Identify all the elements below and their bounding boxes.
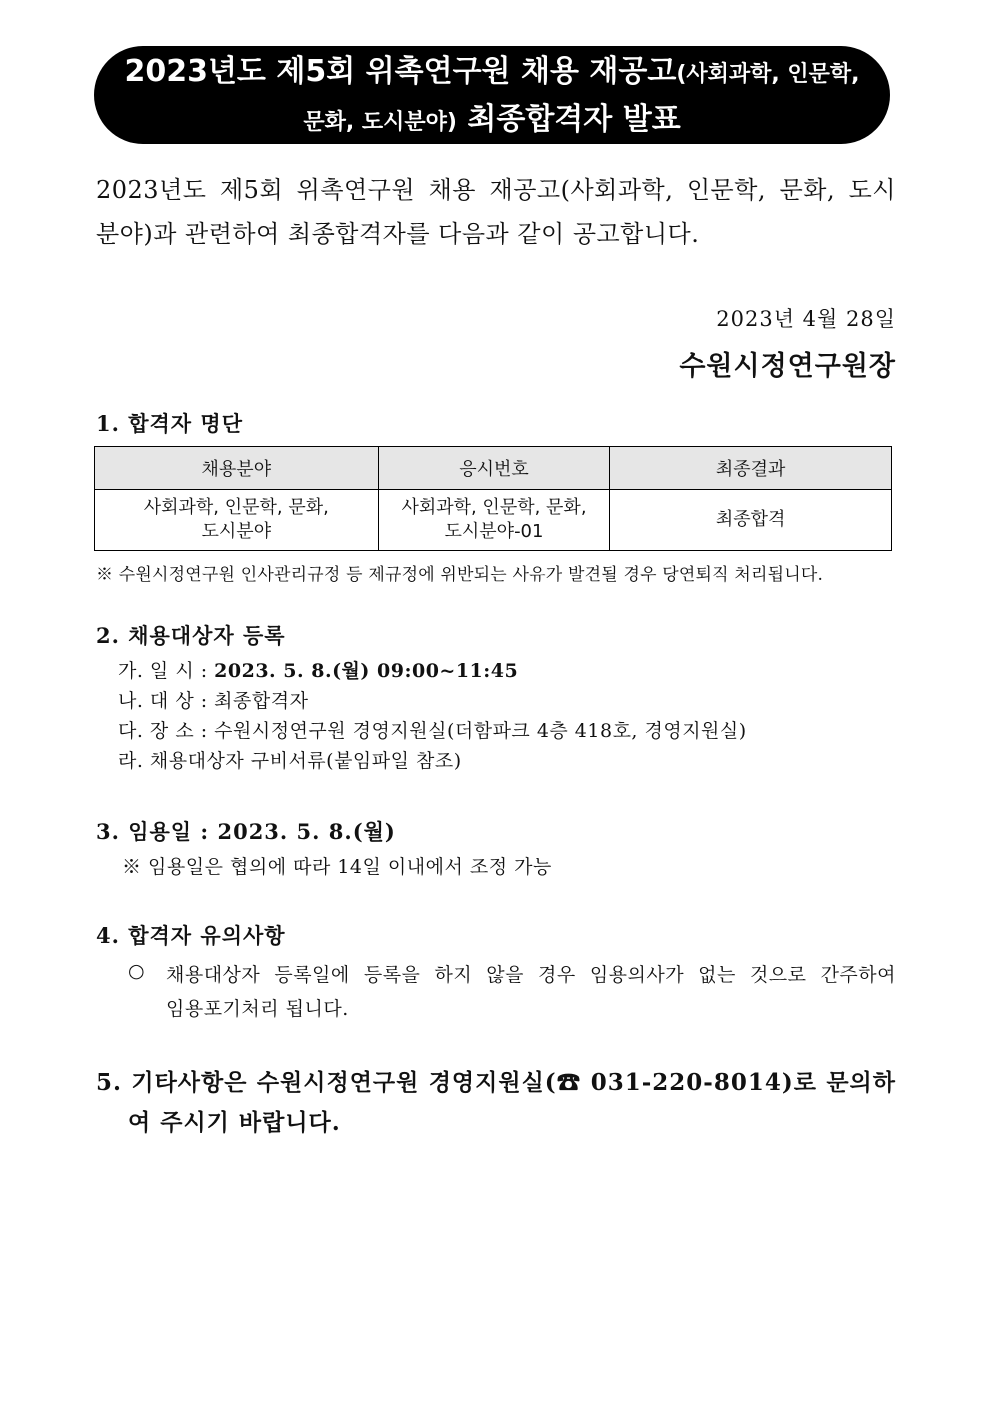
column-header-field: 채용분야 (95, 447, 379, 490)
bullet-circle: ○ (128, 960, 146, 982)
section-4-line-2: 임용포기처리 됩니다. (166, 998, 349, 1020)
section-4-line-1: 채용대상자 등록일에 등록을 하지 않을 경우 임용의사가 없는 것으로 간주하여 (166, 964, 896, 986)
cell-field: 사회과학, 인문학, 문화, 도시분야 (95, 490, 379, 551)
column-header-result: 최종결과 (610, 447, 892, 490)
item-da: 다. 장 소 : 수원시정연구원 경영지원실(더함파크 4층 418호, 경영지원실) (118, 720, 747, 742)
table-header-row (95, 447, 892, 490)
cell-result: 최종합격 (610, 490, 892, 551)
item-na: 나. 대 상 : 최종합격자 (118, 690, 309, 712)
result-table (94, 446, 892, 551)
section-3-heading: 3. 임용일 : 2023. 5. 8.(월) (96, 819, 396, 844)
intro-paragraph-line-1: 2023년도 제5회 위촉연구원 채용 재공고(사회과학, 인문학, 문화, 도시 (96, 176, 896, 204)
item-ra: 라. 채용대상자 구비서류(붙임파일 참조) (118, 750, 462, 772)
intro-paragraph-line-2: 분야)과 관련하여 최종합격자를 다음과 같이 공고합니다. (96, 220, 700, 248)
cell-number: 사회과학, 인문학, 문화, 도시분야-01 (378, 490, 610, 551)
table-note: ※ 수원시정연구원 인사관리규정 등 제규정에 위반되는 사유가 발견될 경우 당연퇴직 처리됩니다. (96, 565, 824, 585)
column-header-number: 응시번호 (378, 447, 610, 490)
section-2-heading: 2. 채용대상자 등록 (96, 623, 286, 648)
section-5-line-2: 여 주시기 바랍니다. (128, 1109, 341, 1136)
item-ga: 가. 일 시 : 2023. 5. 8.(월) 09:00~11:45 (118, 660, 519, 682)
section-4-heading: 4. 합격자 유의사항 (96, 923, 286, 948)
signer: 수원시정연구원장 (679, 351, 896, 382)
title-banner (94, 46, 890, 144)
table-row (95, 490, 892, 551)
section-1-heading: 1. 합격자 명단 (96, 411, 243, 436)
title-line-2: 문화, 도시분야) 최종합격자 발표 (303, 102, 681, 137)
title-line-1: 2023년도 제5회 위촉연구원 채용 재공고(사회과학, 인문학, (124, 54, 860, 89)
announcement-date: 2023년 4월 28일 (716, 307, 896, 331)
section-3-note: ※ 임용일은 협의에 따라 14일 이내에서 조정 가능 (122, 856, 552, 878)
section-5-line-1: 5. 기타사항은 수원시정연구원 경영지원실(☎ 031-220-8014)로 문의하 (96, 1069, 896, 1096)
